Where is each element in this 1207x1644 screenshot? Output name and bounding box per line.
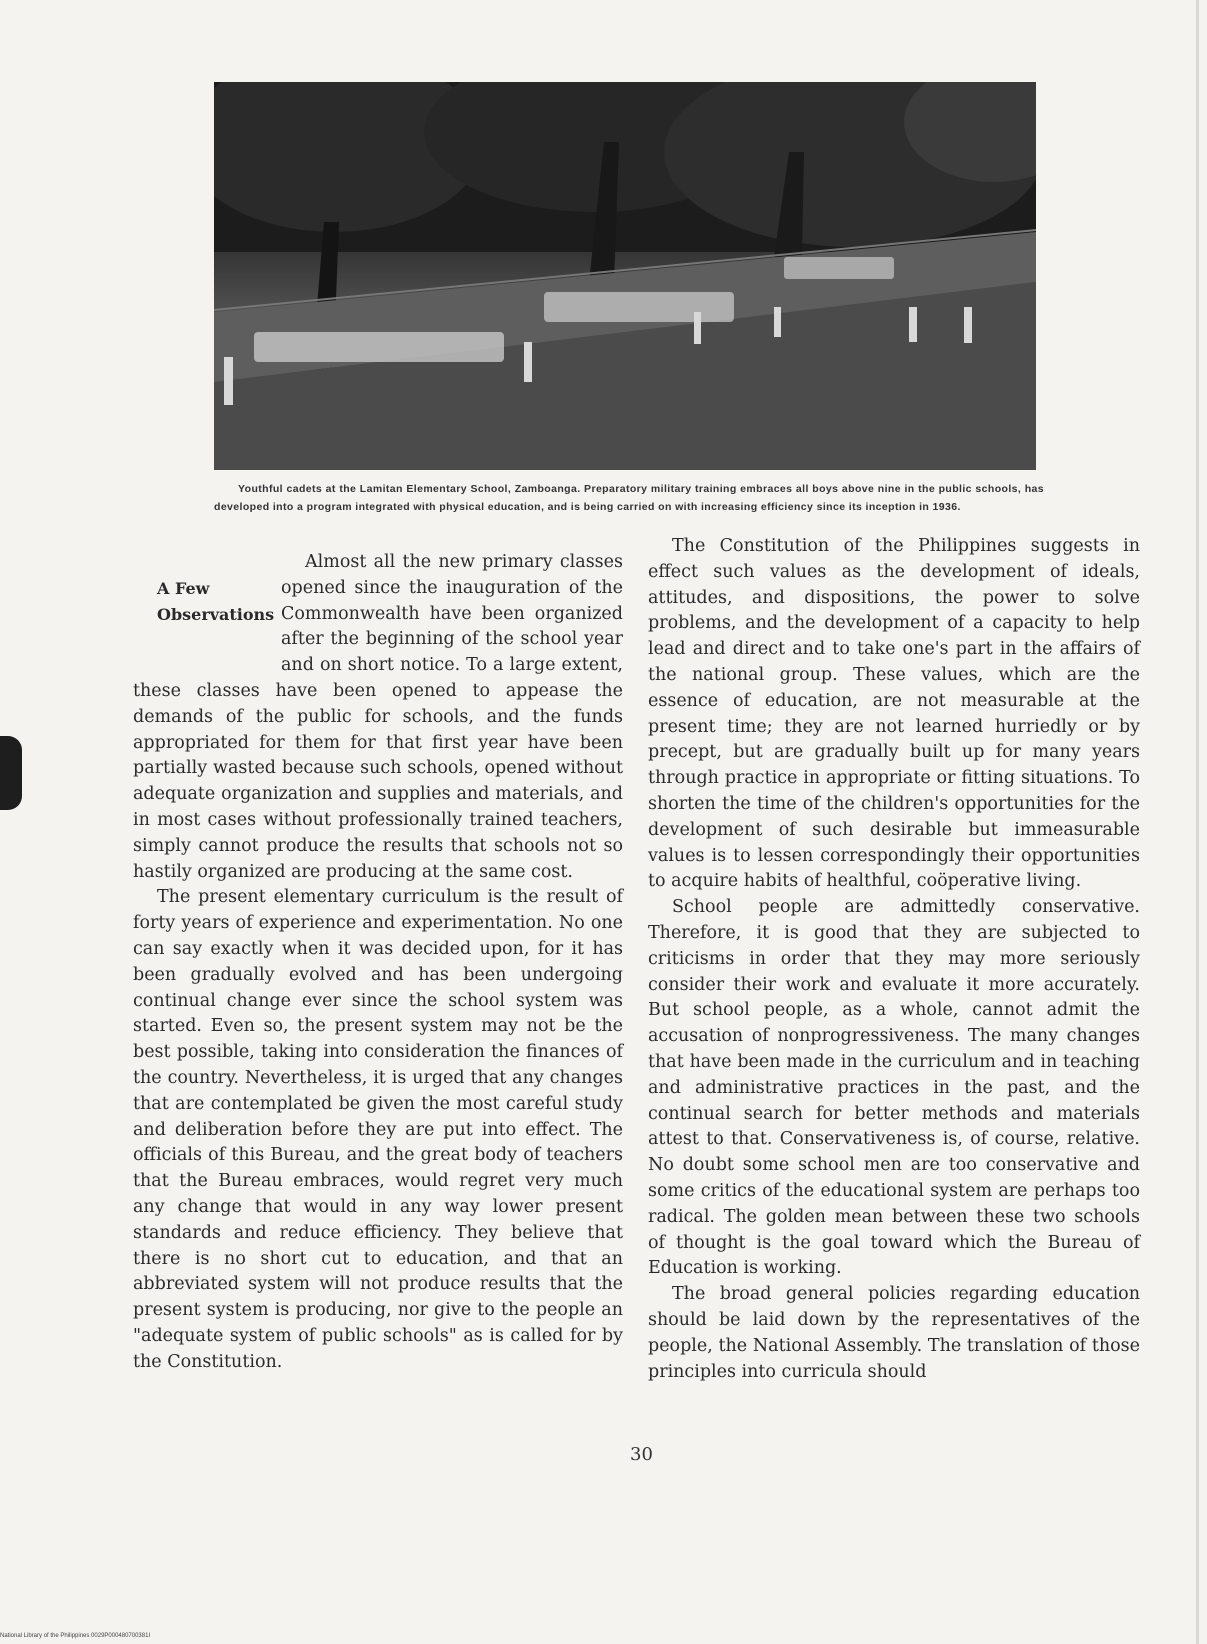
right-paragraph-3: The broad general policies regarding education should be laid down by the representatives of the people, the National Assembly. The translation of those principles into curricula should	[648, 1284, 1140, 1382]
right-column	[648, 534, 1140, 1385]
scan-edge-line	[1196, 0, 1199, 1644]
sidehead-line-1: A Few	[157, 579, 210, 598]
sidehead	[133, 550, 273, 654]
left-column	[133, 550, 623, 1376]
scan-edge-mark	[0, 736, 22, 810]
left-paragraph-1	[133, 550, 623, 885]
cadets-photograph	[214, 82, 1036, 470]
right-paragraph-2: School people are admittedly conservative. Therefore, it is good that they are subjected to criticisms in order that they may more seriously consider their work and evaluate it more accurately. But school people, as a whole, cannot admit the accusation of nonprogressiveness. The many changes that have been made in the curriculum and in teaching and administrative practices in the past, and the continual search for better methods and materials attest to that. Conservativeness is, of course, relative. No doubt some school men are too conservative and some critics of the educational system are perhaps too radical. The golden mean between these two schools of thought is the goal toward which the Bureau of Education is working.	[648, 897, 1140, 1279]
left-paragraph-2: The present elementary curriculum is the result of forty years of experience and experimentation. No one can say exactly when it was decided upon, for it has been gradually evolved and has been undergoing continual change ever since the school system was started. Even so, the present system may not be the best possible, taking into consideration the finances of the country. Nevertheless, it is urged that any changes that are contemplated be given the most careful study and deliberation before they are put into effect. The officials of this Bureau, and the great body of teachers that the Bureau embraces, would regret very much any change that would in any way lower present standards and reduce efficiency. They believe that there is no short cut to education, and that an abbreviated system will not produce results that the present system is producing, nor give to the people an "adequate system of public schools" as is called for by the Constitution.	[133, 887, 623, 1372]
page-number: 30	[630, 1444, 653, 1465]
right-paragraph-1: The Constitution of the Philippines suggests in effect such values as the development of ideals, attitudes, and dispositions, the power to solve problems, and the development of a capacity to help lead and direct and to take one's part in the affairs of the national group. These values, which are the essence of education, are not measurable at the present time; they are not learned hurriedly or by precept, but are gradually built up for many years through practice in appropriate or fitting situations. To shorten the time of the children's opportunities for the development of such desirable but immeasurable values is to lessen correspondingly their opportunities to acquire habits of healthful, coöperative living.	[648, 536, 1140, 892]
left-paragraph-1-text: Almost all the new primary classes opened since the inauguration of the Commonwealth have been organized after the beginning of the school year and on short notice. To a large extent, these classes have been opened to appease the demands of the public for schools, and the funds appropriated for them for that first year have been partially wasted because such schools, opened without adequate organization and supplies and materials, and in most cases without professionally trained teachers, simply cannot produce the results that schools not so hastily organized are producing at the same cost.	[133, 552, 623, 882]
sidehead-line-2: Observations	[157, 604, 275, 624]
photo-caption: Youthful cadets at the Lamitan Elementary School, Zamboanga. Preparatory military training embraces all boys above nine in the public schools, has developed into a program integrated with physical education, and is being carried on with increasing efficiency since its inception in 1936.	[214, 483, 1044, 513]
photo-illustration	[214, 82, 1036, 470]
scan-footer: National Library of the Philippines 0029P000480700381I	[0, 1633, 151, 1639]
